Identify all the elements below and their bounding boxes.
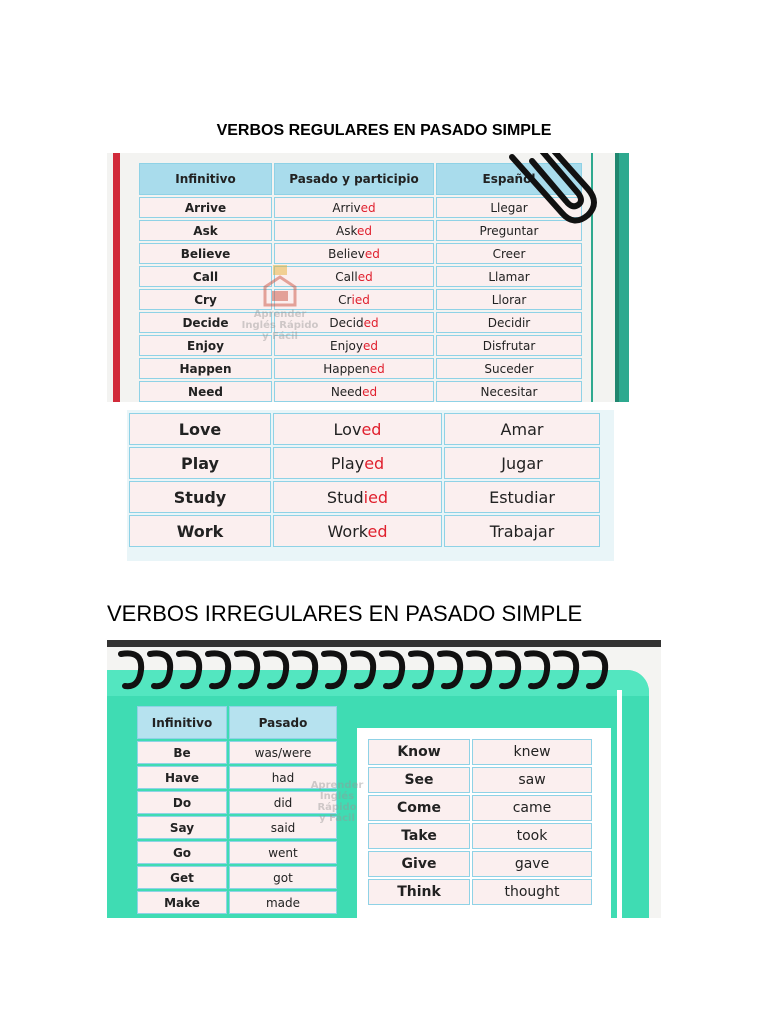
past-suffix: ed xyxy=(356,223,372,238)
regular-verbs-table-2 xyxy=(127,411,602,549)
spiral-ring xyxy=(585,653,605,686)
notebook-spiral-icon xyxy=(107,640,661,700)
spanish-cell: Creer xyxy=(436,243,582,264)
infinitive-cell: Happen xyxy=(139,358,272,379)
regular-verbs-title: VERBOS REGULARES EN PASADO SIMPLE xyxy=(216,122,552,139)
infinitive-cell: Get xyxy=(137,866,227,889)
spiral-ring xyxy=(527,653,547,686)
past-form-cell xyxy=(273,447,442,479)
past-cell: gave xyxy=(472,851,592,877)
infinitive-cell: Need xyxy=(139,381,272,402)
infinitive-cell: Play xyxy=(129,447,271,479)
table-row xyxy=(139,381,582,402)
past-form-cell xyxy=(274,220,434,241)
past-stem: Work xyxy=(327,521,368,541)
table-row xyxy=(139,335,582,356)
spanish-cell: Llamar xyxy=(436,266,582,287)
past-cell: took xyxy=(472,823,592,849)
red-margin-bar xyxy=(113,153,120,402)
infinitive-cell: Cry xyxy=(139,289,272,310)
spanish-cell: Decidir xyxy=(436,312,582,333)
past-stem: Stud xyxy=(326,487,364,507)
past-cell: had xyxy=(229,766,337,789)
table-row xyxy=(129,447,600,479)
table-row xyxy=(368,851,592,877)
spiral-ring xyxy=(382,653,402,686)
header-infinitivo: Infinitivo xyxy=(137,706,227,739)
watermark-line-2: Inglés Rápido xyxy=(241,320,319,331)
spanish-cell: Necesitar xyxy=(436,381,582,402)
past-form-cell xyxy=(273,515,442,547)
past-suffix: ed xyxy=(369,361,385,376)
past-form-cell xyxy=(273,413,442,445)
infinitive-cell: Say xyxy=(137,816,227,839)
irregular-verbs-table-right xyxy=(366,737,594,907)
regular-verbs-image-2 xyxy=(127,410,614,561)
table-row xyxy=(137,841,337,864)
infinitive-cell: Call xyxy=(139,266,272,287)
watermark-line-3: y Fácil xyxy=(262,331,298,342)
past-suffix: ed xyxy=(363,315,379,330)
table-row xyxy=(139,266,582,287)
table-row xyxy=(139,289,582,310)
table-row xyxy=(129,481,600,513)
spiral-ring xyxy=(266,653,286,686)
table-row xyxy=(368,795,592,821)
watermark-line-2: Inglés Rápido xyxy=(317,791,357,813)
infinitive-cell: Know xyxy=(368,739,470,765)
past-suffix: ed xyxy=(367,521,388,541)
spanish-cell: Llorar xyxy=(436,289,582,310)
spanish-cell: Jugar xyxy=(444,447,600,479)
table-header-row xyxy=(137,706,337,739)
table-row xyxy=(139,358,582,379)
past-stem: Believ xyxy=(328,246,365,261)
past-suffix: ed xyxy=(364,246,380,261)
watermark-logo-icon xyxy=(263,265,297,309)
table-row xyxy=(139,243,582,264)
spanish-cell: Amar xyxy=(444,413,600,445)
spanish-cell: Llegar xyxy=(436,197,582,218)
spanish-cell: Preguntar xyxy=(436,220,582,241)
past-cell: thought xyxy=(472,879,592,905)
infinitive-cell: Do xyxy=(137,791,227,814)
infinitive-cell: Ask xyxy=(139,220,272,241)
infinitive-cell: Love xyxy=(129,413,271,445)
past-stem: Play xyxy=(330,453,365,473)
past-suffix: ed xyxy=(362,384,378,399)
irregular-verbs-image xyxy=(107,640,661,918)
past-cell: knew xyxy=(472,739,592,765)
regular-verbs-image-1 xyxy=(107,153,629,402)
spiral-ring xyxy=(208,653,228,686)
spiral-ring xyxy=(179,653,199,686)
spiral-ring xyxy=(498,653,518,686)
infinitive-cell: Be xyxy=(137,741,227,764)
table-row xyxy=(368,767,592,793)
spanish-cell: Estudiar xyxy=(444,481,600,513)
past-suffix: ied xyxy=(363,487,389,507)
past-stem: Enjoy xyxy=(330,338,363,353)
past-cell: made xyxy=(229,891,337,914)
table-row xyxy=(368,823,592,849)
watermark-2 xyxy=(307,780,367,824)
past-form-cell xyxy=(274,358,434,379)
past-stem: Call xyxy=(335,269,358,284)
spiral-ring xyxy=(121,653,141,686)
watermark-line-3: y Fácil xyxy=(319,813,355,824)
past-suffix: ed xyxy=(357,269,373,284)
spiral-ring xyxy=(237,653,257,686)
past-form-cell xyxy=(273,481,442,513)
table-row xyxy=(129,515,600,547)
header-infinitivo: Infinitivo xyxy=(139,163,272,195)
past-cell: said xyxy=(229,816,337,839)
table-row xyxy=(368,879,592,905)
past-cell: saw xyxy=(472,767,592,793)
header-pasado: Pasado xyxy=(229,706,337,739)
spiral-ring xyxy=(411,653,431,686)
past-stem: Cr xyxy=(338,292,352,307)
past-stem: Need xyxy=(330,384,363,399)
infinitive-cell: Think xyxy=(368,879,470,905)
past-form-cell xyxy=(274,381,434,402)
past-cell: was/were xyxy=(229,741,337,764)
spiral-ring xyxy=(150,653,170,686)
past-cell: came xyxy=(472,795,592,821)
spiral-ring xyxy=(440,653,460,686)
past-form-cell xyxy=(274,197,434,218)
table-row xyxy=(368,739,592,765)
table-row xyxy=(129,413,600,445)
past-stem: Happen xyxy=(323,361,370,376)
spiral-ring xyxy=(324,653,344,686)
past-suffix: ed xyxy=(364,453,385,473)
watermark-line-1: Aprender xyxy=(253,309,307,320)
infinitive-cell: Have xyxy=(137,766,227,789)
spiral-ring xyxy=(469,653,489,686)
infinitive-cell: Study xyxy=(129,481,271,513)
infinitive-cell: Believe xyxy=(139,243,272,264)
infinitive-cell: Enjoy xyxy=(139,335,272,356)
spanish-cell: Suceder xyxy=(436,358,582,379)
infinitive-cell: Arrive xyxy=(139,197,272,218)
infinitive-cell: Make xyxy=(137,891,227,914)
header-espanol: Español xyxy=(436,163,582,195)
irregular-verbs-title: VERBOS IRREGULARES EN PASADO SIMPLE xyxy=(107,601,583,626)
past-cell: did xyxy=(229,791,337,814)
spanish-cell: Disfrutar xyxy=(436,335,582,356)
infinitive-cell: See xyxy=(368,767,470,793)
spiral-ring xyxy=(353,653,373,686)
infinitive-cell: Give xyxy=(368,851,470,877)
infinitive-cell: Come xyxy=(368,795,470,821)
header-pasado-participio: Pasado y participio xyxy=(274,163,434,195)
spiral-ring xyxy=(295,653,315,686)
past-stem: Ask xyxy=(336,223,357,238)
past-form-cell xyxy=(274,243,434,264)
watermark-line-1: Aprender xyxy=(310,780,364,791)
table-row xyxy=(139,312,582,333)
table-row xyxy=(137,741,337,764)
infinitive-cell: Go xyxy=(137,841,227,864)
past-stem: Decid xyxy=(329,315,364,330)
spanish-cell: Trabajar xyxy=(444,515,600,547)
infinitive-cell: Take xyxy=(368,823,470,849)
past-suffix: ied xyxy=(351,292,370,307)
table-row xyxy=(137,866,337,889)
infinitive-cell: Work xyxy=(129,515,271,547)
past-suffix: ed xyxy=(360,200,376,215)
past-cell: got xyxy=(229,866,337,889)
spiral-ring xyxy=(556,653,576,686)
table-row xyxy=(137,891,337,914)
paperclip-icon xyxy=(502,153,622,233)
past-suffix: ed xyxy=(362,338,378,353)
past-suffix: ed xyxy=(361,419,382,439)
watermark xyxy=(235,265,325,342)
past-stem: Lov xyxy=(333,419,362,439)
past-cell: went xyxy=(229,841,337,864)
past-stem: Arriv xyxy=(332,200,361,215)
infinitive-cell: Decide xyxy=(139,312,272,333)
